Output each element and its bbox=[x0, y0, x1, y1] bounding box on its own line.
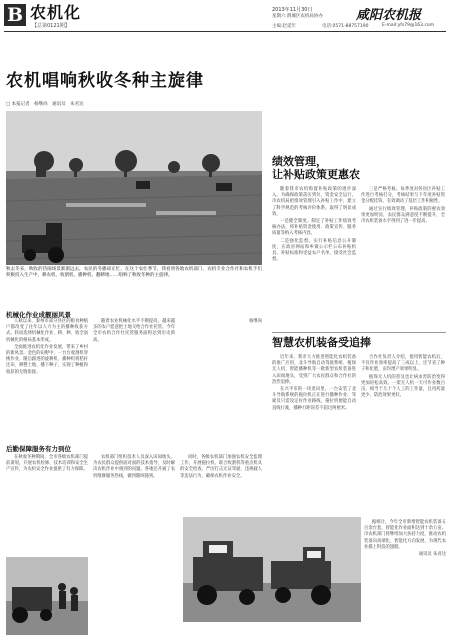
phone-line: 电话:0571-88757190 bbox=[322, 24, 369, 29]
right-article-1-col-1 bbox=[272, 187, 356, 264]
date-line: 2013年11月30日 bbox=[272, 7, 313, 13]
credit-author: 杨继尚 bbox=[249, 319, 262, 324]
section2-paragraph: 同时，各级农机部门加强农机安全监理工作，开展拖拉机、联合收割机等重点机具的安全检查，严厉打击无证驾驶、违规载人等违法行为，确保农机作业安全。 bbox=[180, 455, 262, 479]
section1-heading: 机械化作业成靓丽风景 bbox=[6, 311, 71, 319]
right-article-1-paragraph: 三是严格考核。每季度对各县区补贴工作进行考核打分，考核结果与下年度补贴资金分配挂钩，有效调动了基层工作积极性。 bbox=[361, 187, 445, 205]
masthead-rule bbox=[4, 31, 446, 32]
bottom-photo-workers bbox=[6, 557, 88, 635]
right-article-1-col-2 bbox=[361, 187, 445, 264]
section1-paragraph: 随着农业机械化水平不断提高，越来越多的农户愿意把土地交给合作社托管。今年全市农机合作社托管服务面积达到历史新高。 bbox=[93, 319, 175, 343]
right-article-2-paragraph: 据统计，今年全市新增智能农机装备五百余台套，智能化作业面积达到十余万亩。市农机部门将继续加大扶持力度，推动农机装备向高端化、智能化方向发展，为现代农业插上科技的翅膀。 bbox=[364, 520, 446, 550]
credit-author: 通讯员 朱君达 bbox=[418, 552, 446, 558]
masthead bbox=[4, 4, 446, 30]
section2-block bbox=[6, 441, 262, 479]
section1-paragraph: 全面推进农机化作业发展，带来了乡村的新风景。金色的田野中，一台台收割机穿梭作业，随后跟进的旋耕机、播种机将秸秆还田、耕整土地、播下种子，实现了种植和收获的无缝衔接。 bbox=[6, 344, 88, 375]
right-divider bbox=[272, 332, 446, 333]
right-article-2-paragraph: 近年来，我市大力推进智能化农机装备的推广应用，北斗导航自动驾驶系统、植保无人机、智能播种机等一批新型农机装备进入田间地头，受到广大农民群众和合作社的热烈追捧。 bbox=[272, 355, 356, 385]
main-col-1 bbox=[6, 319, 88, 377]
right-article-2 bbox=[272, 336, 446, 413]
right-article-1-title-line1: 绩效管理， bbox=[272, 155, 327, 168]
right-article-1-paragraph: 通过实行绩效管理，补贴政策的惠农效果更加明显，农民群众满意度不断提升，全市农机装备水平得到了进一步提高。 bbox=[361, 206, 445, 225]
right-article-2-title: 智慧农机装备受追捧 bbox=[272, 336, 371, 349]
editor-line: 主编:赵延年 bbox=[272, 24, 297, 29]
right-article-1-paragraph: 一是健全制度。制定了补贴工作绩效考核办法，将补贴资金使用、政策宣传、服务质量等纳入考核内容。 bbox=[272, 219, 356, 237]
right-article-2-paragraph: 植保无人机的普及也让病虫害防治变得更加轻松高效。一架无人机一天可作业数百亩，相当于几十个人工的工作量，且用药量更少，防治效果更好。 bbox=[361, 374, 445, 399]
section2-col-3 bbox=[180, 455, 262, 481]
section1-paragraph: 人秋以来，秦州市部分县区的粮食种植户都改变了往年以人力为主的播种收获方式，转而选择机械化作业，耕、种、收全面机械化的格局基本形成。 bbox=[6, 319, 88, 343]
main-col-2 bbox=[93, 319, 175, 345]
right-article-1-paragraph: 二是强化监督。实行补贴信息公开制度，在政府网站和乡镇公示栏公布补贴机具、补贴标准和受益农户名单，接受社会监督。 bbox=[272, 238, 356, 263]
section2-paragraph: 农机部门组织技术人员深入田间地头，为农民群众提供面对面的技术指导，及时解决农机作业中遇到的问题。各地还开通了农机维修服务热线，做到随叫随到。 bbox=[93, 455, 175, 479]
email-line: E-mail:yfs79@163.com bbox=[382, 23, 435, 28]
section2-heading: 后勤保障服务有力到位 bbox=[6, 445, 71, 453]
section-letter-box: B bbox=[4, 4, 26, 26]
right-article-1-paragraph: 随着我市农机购置补贴政策的逐步深入，为确保政策落实到位、资金安全运行，市农机局把绩效管理引入补贴工作中，建立了科学规范的考核评价体系，取得了明显成效。 bbox=[272, 187, 356, 217]
section2-paragraph: 在秋收冬种期间，全市各级农机部门提前谋划，开展农机检修、技术培训和安全生产宣传，为农机安全作业提供了有力保障。 bbox=[6, 455, 88, 473]
main-col-3 bbox=[180, 319, 262, 326]
section-name: 农机化 bbox=[30, 3, 82, 22]
right-article-2-paragraph: 合作社负责人介绍，使用智能农机后，不仅作业效率提高了三成以上，还节省了种子和化肥，亩均增产效果明显。 bbox=[361, 355, 445, 373]
newspaper-name: 咸阳农机报 bbox=[356, 8, 422, 23]
right-article-2-col-1 bbox=[272, 355, 356, 413]
right-photo-harvester bbox=[183, 517, 361, 622]
right-article-2-tail bbox=[364, 520, 446, 559]
right-article-1-title-line2: 让补贴政策更惠农 bbox=[272, 168, 360, 181]
right-article-2-col-2 bbox=[361, 355, 445, 413]
main-byline: □ 本报记者 杨继尚 通讯员 朱君达 bbox=[6, 102, 84, 107]
section-code: 【总第0121期】 bbox=[32, 23, 70, 29]
right-article-2-paragraph: 在兴平市的一块麦田里，一台安装了北斗导航系统的拖拉机正在进行播种作业，驾驶员只需设定好作业路线，拖拉机便能自动直线行驶，播种行距误差不超过两厘米。 bbox=[272, 387, 356, 411]
date-subline: 星期六 渭城区农机局协办 bbox=[272, 14, 323, 19]
section2-col-1 bbox=[6, 455, 88, 475]
main-photo-caption: 秋去冬来，秋收的热闹场景渐渐远去，农民的冬播却正忙，在这个农忙季节，我看到各地农机部门、农机专业合作社和农机手们积极投入生产中，耕农机，收割机，播种机，翻耕地……唱响了秋收冬种的主旋律。 bbox=[6, 267, 262, 279]
main-photo-field bbox=[6, 111, 262, 265]
main-headline: 农机唱响秋收冬种主旋律 bbox=[6, 71, 204, 91]
section2-col-2 bbox=[93, 455, 175, 481]
right-article-1 bbox=[272, 155, 446, 264]
